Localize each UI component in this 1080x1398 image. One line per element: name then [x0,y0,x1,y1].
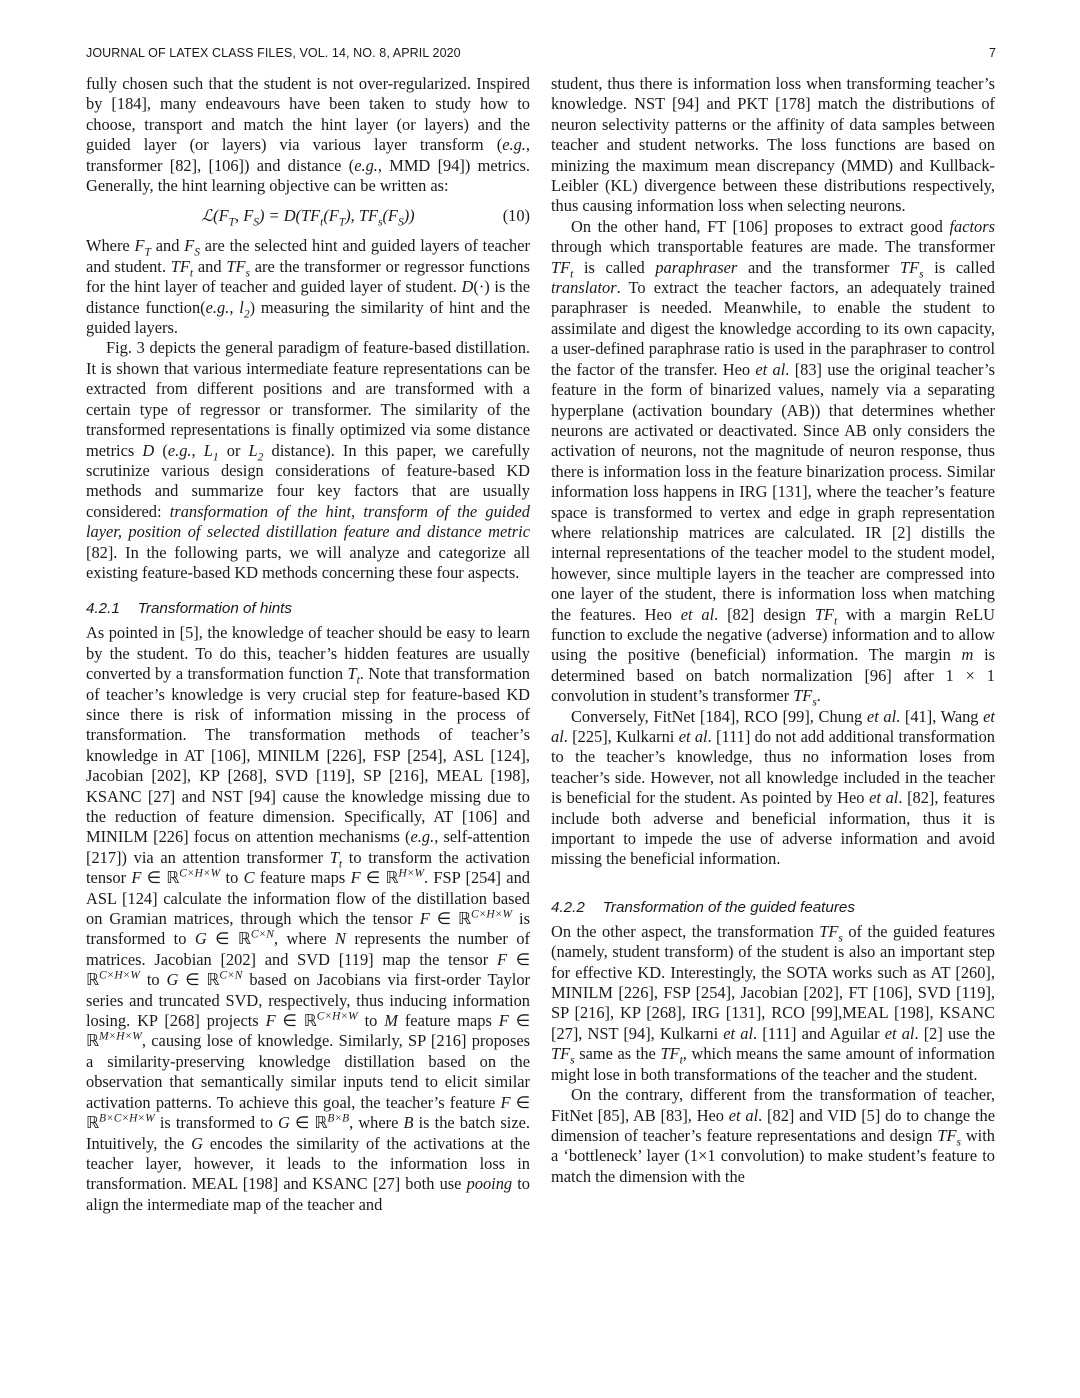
paragraph: On the other hand, FT [106] proposes to extract good factors through which transportable features are made. The transformer $TF_t$ is called paraphraser and the transformer $TF_s$ is called translator. To extract the teacher factors, an adequately trained paraphraser is needed. Meanwhile, to enable the student to assimilate and digest the knowledge according to its own capacity, a user-defined paraphrase ratio is used in the paraphraser to control the factor of the transfer. Heo et al. [83] use the original teacher’s feature in the form of binarized values, namely via a separating hyperplane (activation boundary (AB)) that determines whether neurons are activated or deactivated. Since AB only considers the activation of neurons, not the magnitude of neuron response, thus there is information loss in the feature binarization process. Similar information loss happens in IRG [131], where the teacher’s feature space is transformed to vertex and edge in graph representation where relationship matrices are calculated. IR [2] distills the internal representations of the teacher model to the student model, however, since multiple layers in the teacher are compressed into one layer of the student, there is information loss when matching the features. Heo et al. [82] design $TF_t$ with a margin ReLU function to exclude the negative (adverse) information and to allow using the positive (beneficial) information. The margin m is determined based on batch normalization [96] after 1 × 1 convolution in student’s transformer $TF_s$. [551,216,996,709]
section-title: Transformation of hints [137,600,292,618]
paragraph: student, thus there is information loss when transforming teacher’s knowledge. NST [94] and PKT [178] match the distributions of neuron selectivity patterns or the affinity of data samples between teacher and student networks. The loss functions are based on minizing the maximum mean discrepancy (MMD) and Kullback-Leibler (KL) divergence between these distributions respectively, thus causing information loss when selecting neurons. [551,74,995,216]
running-header [86,46,996,66]
paragraph: On the other aspect, the transformation $TF_s$ of the guided features (namely, student transform) of the student is also an important step for effective KD. Interestingly, the SOTA works such as AT [260], MINILM [226], FSP [254], Jacobian [202], FT [106], SVD [119], SP [216], KP [268], IRG [131], RCO [99],MEAL [198], KSANC [27], NST [94], Kulkarni et al. [111] and Aguilar et al. [2] use the $TF_s$ same as the $TF_t$, which means the same amount of information might lose in both transformations of the teacher and the student. [551,921,995,1084]
page-number: 7 [988,46,996,60]
paragraph: Fig. 3 depicts the general paradigm of feature-based distillation. It is shown that various intermediate feature representations can be extracted from different positions and are transformed with a certain type of regressor or transformer. The similarity of the transformed representations is finally optimized via some distance metrics D (e.g., $L_1$ or $L_2$ distance). In this paper, we carefully scrutinize various design considerations of feature-based KD methods and summarize four key factors that are usually considered: transformation of the hint, transform of the guided layer, position of selected distillation feature and distance metric [82]. In the following parts, we will analyze and categorize all existing feature-based KD methods concerning these four aspects. [86,338,531,582]
section-heading-4-2-1 [86,599,530,619]
section-title: Transformation of the guided features [602,898,855,916]
right-column [551,74,995,1187]
section-number: 4.2.2 [551,898,585,916]
section-heading-4-2-2 [551,898,995,918]
equation-expression: $ℒ(F_T$, $F_S) = D(TF_t(F_T)$, $TF_s(F_S)$) [201,206,415,229]
paragraph: As pointed in [5], the knowledge of teacher should be easy to learn by the student. To do this, teacher’s hidden features are usually converted by a transformation function $T_t$. Note that transformation of teacher’s knowledge is very crucial step for feature-based KD since there is risk of information missing in the process of transformation. The transformation methods of teacher’s knowledge in AT [106], MINILM [226], FSP [254], ASL [124], Jacobian [202], KP [268], SVD [119], SP [216], MEAL [198], KSANC [27] and NST [94] cause the knowledge missing due to the reduction of feature dimension. Specifically, AT [106] and MINILM [226] focus on attention mechanisms (e.g., self-attention [217]) via an attention transformer $T_t$ to transform the activation tensor F ∈ ℝ$^{C\times H\times W}$ to C feature maps F ∈ ℝ$^{H\times W}$. FSP [254] and ASL [124] calculate the information flow of the distillation based on Gramian matrices, through which the tensor F ∈ ℝ$^{C\times H\times W}$ is transformed to G ∈ ℝ$^{C\times N}$, where N represents the number of matrices. Jacobian [202] and SVD [119] map the tensor F ∈ ℝ$^{C\times H\times W}$ to G ∈ ℝ$^{C\times N}$ based on Jacobians via first-order Taylor series and truncated SVD, respectively, thus inducing information losing. KP [268] projects F ∈ ℝ$^{C\times H\times W}$ to M feature maps F ∈ ℝ$^{M\times H\times W}$, causing lose of knowledge. Similarly, SP [216] proposes a similarity-preserving knowledge distillation based on the observation that semantically similar inputs tend to elicit similar activation patterns. To achieve this goal, the teacher’s feature F ∈ ℝ$^{B\times C\times H\times W}$ is transformed to G ∈ ℝ$^{B\times B}$, where B is the batch size. Intuitively, the G encodes the similarity of the activations at the teacher layer, however, it leads to the information loss in transformation. MEAL [198] and KSANC [27] both use pooing to align the intermediate map of the teacher and [86,623,531,1214]
section-number: 4.2.1 [86,600,120,618]
paragraph: On the contrary, different from the transformation of teacher, FitNet [85], AB [83], Heo et al. [82] and VID [5] do to change the dimension of teacher’s feature representations and design $TF_s$ with a ‘bottleneck’ layer (1×1 convolution) to make student’s feature to match the dimension with the [551,1085,996,1186]
paragraph: fully chosen such that the student is not over-regularized. Inspired by [184], many endeavours have been taken to study how to choose, transport and match the hint layer (or layers) and the guided layer (or layers) via various layer transform (e.g., transformer [82], [106]) and distance (e.g., MMD [94]) metrics. Generally, the hint learning objective can be written as: [86,74,530,196]
equation-10 [86,198,530,234]
left-column [86,74,530,1215]
equation-number: (10) [502,206,530,226]
paragraph: Where $F_T$ and $F_S$ are the selected hint and guided layers of teacher and student. $TF_t$ and $TF_s$ are the transformer or regressor functions for the hint layer of teacher and guided layer of student. D(·) is the distance function(e.g., $l_2$) measuring the similarity of hint and the guided layers. [86,236,531,338]
paragraph: Conversely, FitNet [184], RCO [99], Chung et al. [41], Wang et al. [225], Kulkarni et al. [111] do not add additional transformation to the teacher’s knowledge, thus no information loses from teacher’s side. However, not all knowledge included in the teacher is beneficial for the student. As pointed by Heo et al. [82], features include both adverse and beneficial information, thus it is important to impede the use of adverse information and avoid missing the beneficial information. [551,706,995,869]
journal-title: JOURNAL OF LATEX CLASS FILES, VOL. 14, NO. 8, APRIL 2020 [86,46,461,60]
